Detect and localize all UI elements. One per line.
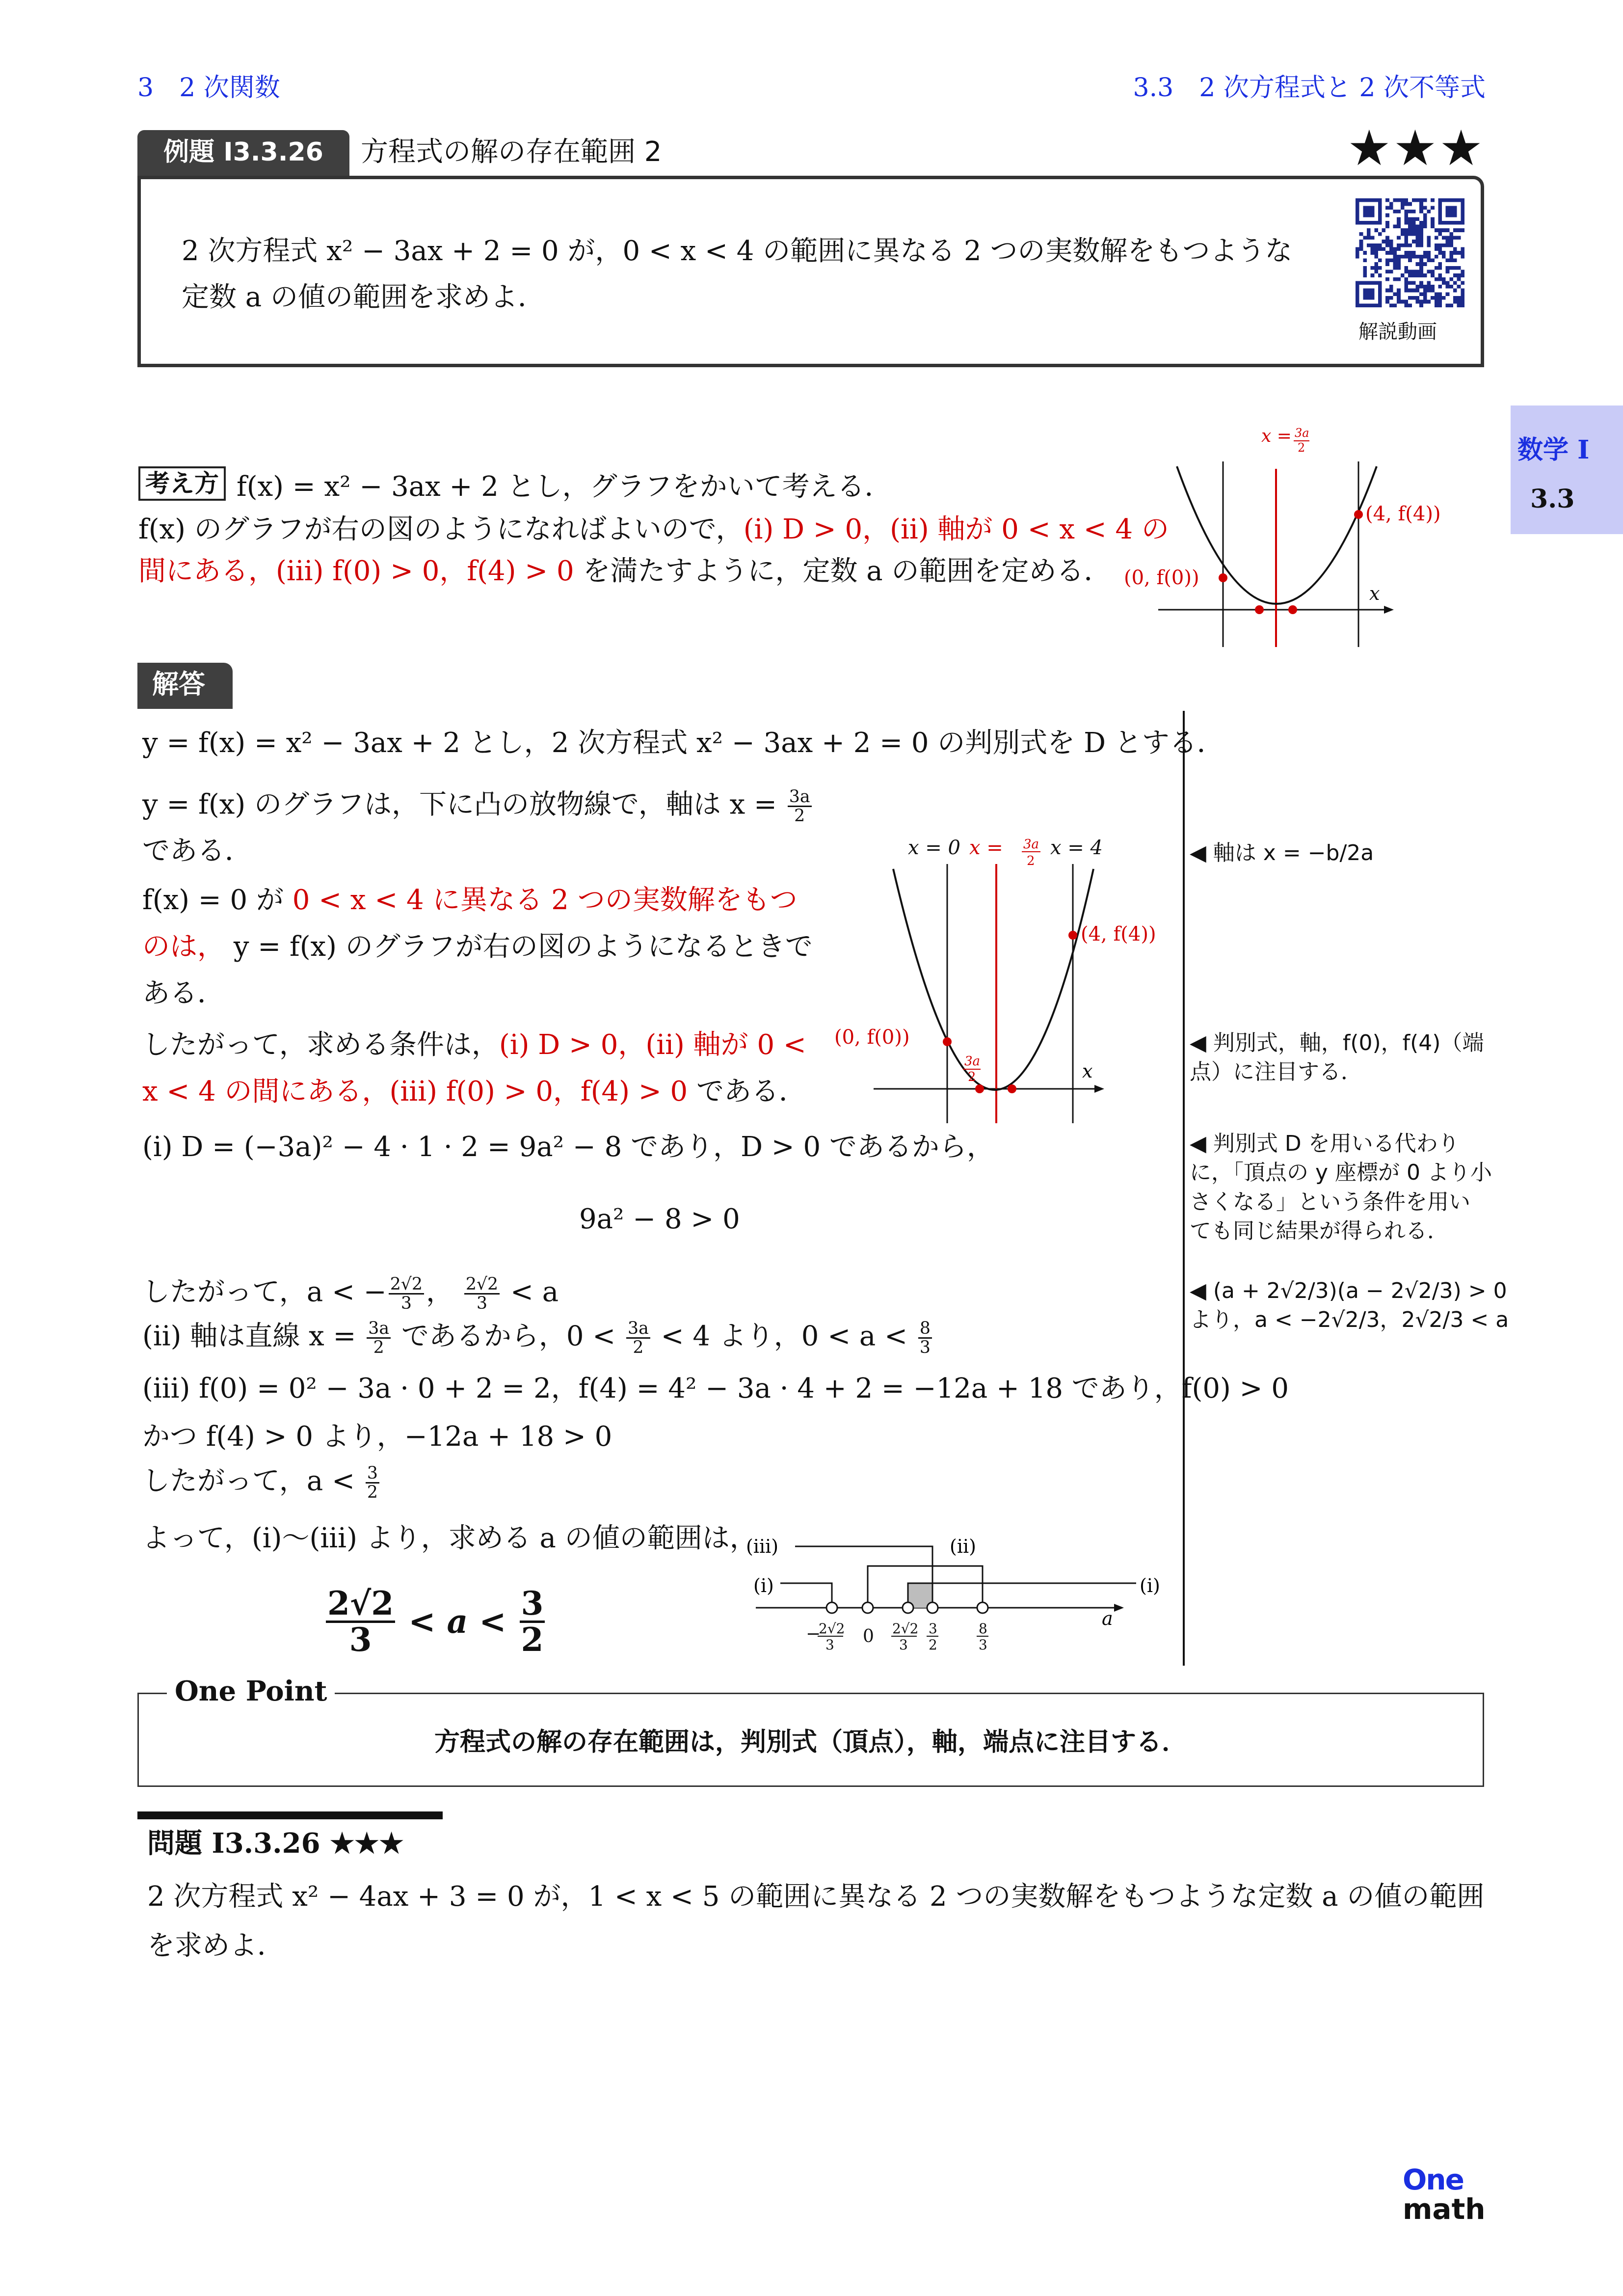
solution-line-3a: f(x) = 0 が 0 < x < 4 に異なる 2 つの実数解をもつ [142, 884, 798, 916]
solution-line-12: よって，(i)〜(iii) より，求める a の値の範囲は， [142, 1522, 757, 1554]
solution-label: 解答 [137, 663, 233, 709]
point-0 [862, 1602, 873, 1613]
approach-root-2 [1288, 605, 1297, 614]
approach-point-left-label: (0, f(0)) [1124, 567, 1199, 589]
approach-line-1: f(x) = x² − 3ax + 2 とし，グラフをかいて考える． [237, 471, 892, 503]
approach-point-f0 [1219, 573, 1227, 582]
approach-line-2: f(x) のグラフが右の図のようになればよいので，(i) D > 0，(ii) 軸が 0 < x < 4 の [138, 513, 1169, 545]
svg-text:2: 2 [1027, 854, 1035, 868]
tick-neg-2r2-num: 2√2 [819, 1621, 845, 1637]
label-i-left: (i) [753, 1575, 774, 1596]
exercise-label: 問題 I3.3.26 ★★★ [147, 1827, 404, 1860]
approach-axis-label-x: x = [1261, 426, 1292, 446]
tick-3-2-num: 3 [929, 1621, 937, 1637]
number-line [736, 1519, 1178, 1667]
approach-line-3: 間にある，(iii) f(0) > 0，f(4) > 0 を満たすように，定数 a の範囲を定める． [138, 555, 1112, 587]
tick-8-3-den: 3 [979, 1637, 987, 1653]
graph-label-x0: x = 0 [908, 837, 960, 859]
logo-top: One [1403, 2163, 1463, 2196]
example-title: 方程式の解の存在範囲 2 [361, 136, 662, 168]
point-2r2-3 [903, 1602, 913, 1613]
qr-code-icon[interactable] [1356, 198, 1464, 307]
solution-line-2b: である． [142, 835, 252, 867]
tick-neg-sign: − [806, 1624, 821, 1644]
graph-root-2 [1008, 1084, 1016, 1093]
point-3-2 [927, 1602, 938, 1613]
solution-line-10: かつ f(4) > 0 より，−12a + 18 > 0 [142, 1421, 612, 1453]
graph-parabola [893, 869, 1093, 1090]
chapter-header: 3 2 次関数 [137, 73, 280, 103]
approach-graph [1109, 422, 1441, 648]
margin-note-4: ◀ (a + 2√2/3)(a − 2√2/3) > 0 より，a < −2√2/3，2√2/3 < a [1190, 1278, 1509, 1333]
margin-divider [1183, 711, 1185, 1666]
solution-line-3b: のは， y = f(x) のグラフが右の図のようになるときで [142, 931, 813, 963]
solution-line-9: (iii) f(0) = 0² − 3a · 0 + 2 = 2，f(4) = 4² − 3a · 4 + 2 = −12a + 18 であり，f(0) > 0 [142, 1373, 1289, 1405]
example-label: 例題 I3.3.26 [137, 130, 349, 177]
solution-line-4b: x < 4 の間にある，(iii) f(0) > 0，f(4) > 0 である． [142, 1076, 806, 1107]
solution-line-1: y = f(x) = x² − 3ax + 2 とし，2 次方程式 x² − 3ax + 2 = 0 の判別式を D とする． [142, 727, 1224, 759]
logo-bottom: math [1403, 2192, 1486, 2226]
exercise-line-2: を求めよ． [147, 1930, 285, 1962]
tick-0: 0 [863, 1626, 874, 1647]
solution-line-2: y = f(x) のグラフは，下に凸の放物線で，軸は x = $\frac{3a}{2}$ [142, 788, 814, 825]
onemath-logo [1403, 2165, 1486, 2224]
solution-line-8: (ii) 軸は直線 x = $\frac{3a}{2}$ であるから，0 < $\frac{3a}{2}$ < 4 より，0 < a < $\frac{8}{3}$ [142, 1320, 934, 1357]
solution-line-5: (i) D = (−3a)² − 4 · 1 · 2 = 9a² − 8 であり，D > 0 であるから， [142, 1131, 994, 1163]
margin-note-2: ◀ 判別式，軸，f(0)，f(4)（端 点）に注目する． [1190, 1030, 1484, 1085]
section-header: 3.3 2 次方程式と 2 次不等式 [1133, 73, 1486, 103]
label-iii: (iii) [746, 1536, 779, 1557]
point-8-3 [977, 1602, 988, 1613]
solution-line-11: したがって，a < $\frac{3}{2}$ [142, 1464, 381, 1502]
exercise-line-1: 2 次方程式 x² − 4ax + 3 = 0 が，1 < x < 5 の範囲に異なる 2 つの実数解をもつような定数 a の値の範囲 [147, 1881, 1485, 1913]
graph-vertex-den: 2 [968, 1070, 976, 1084]
problem-line-1: 2 次方程式 x² − 3ax + 2 = 0 が，0 < x < 4 の範囲に異なる 2 つの実数解をもつような [182, 235, 1293, 267]
graph-root-1 [975, 1084, 984, 1093]
graph-x-label: x [1082, 1060, 1093, 1082]
approach-point-f4 [1354, 510, 1363, 519]
number-line-axis-label: a [1102, 1608, 1113, 1629]
graph-point-left-label: (0, f(0)) [834, 1026, 910, 1049]
tick-3-2-den: 2 [929, 1637, 937, 1653]
graph-point-f0 [943, 1037, 952, 1046]
approach-x-arrow [1384, 606, 1394, 614]
tick-neg-2r2-den: 3 [825, 1637, 834, 1653]
solution-line-4a: したがって，求める条件は，(i) D > 0，(ii) 軸が 0 < [142, 1029, 806, 1061]
exercise-rule [137, 1811, 443, 1819]
label-i-right: (i) [1140, 1575, 1160, 1596]
approach-point-right-label: (4, f(4)) [1365, 503, 1441, 525]
frac-3a-over-2: $\frac{3a}{2}$ [788, 788, 812, 825]
tick-2r2-num: 2√2 [892, 1621, 919, 1637]
margin-note-1: ◀ 軸は x = −b/2a [1190, 840, 1374, 865]
tick-2r2-den: 3 [899, 1637, 908, 1653]
graph-point-right-label: (4, f(4)) [1081, 923, 1156, 945]
tick-8-3-num: 8 [979, 1621, 987, 1637]
graph-vertex-num: 3a [964, 1054, 981, 1069]
margin-note-3: ◀ 判別式 D を用いる代わり に，「頂点の y 座標が 0 より小 さくなる」という条件を用い ても同じ結果が得られる． [1190, 1131, 1492, 1244]
solution-graph [834, 830, 1156, 1124]
one-point-text: 方程式の解の存在範囲は，判別式（頂点），軸，端点に注目する． [434, 1728, 1187, 1757]
difficulty-stars: ★★★ [1347, 119, 1485, 177]
approach-axis-label-den: 2 [1298, 441, 1305, 455]
example-box [137, 176, 1484, 367]
side-tab [1511, 405, 1623, 534]
solution-line-6: 9a² − 8 > 0 [579, 1203, 740, 1235]
region-i-right [908, 1583, 1136, 1608]
graph-point-f4 [1068, 931, 1077, 940]
svg-text:3a: 3a [1023, 837, 1039, 852]
solution-line-7: したがって，a < − $\frac{2√2}{3}$ ， $\frac{2√2}{3}$ < a [142, 1274, 559, 1314]
one-point-label: One Point [167, 1675, 335, 1708]
region-i-left [780, 1583, 832, 1608]
side-tab-subject: 数学 I [1517, 435, 1590, 465]
point-neg-2r2-3 [826, 1602, 837, 1613]
side-tab-section: 3.3 [1530, 484, 1575, 514]
approach-root-1 [1255, 605, 1264, 614]
qr-caption: 解説動画 [1358, 321, 1437, 343]
approach-label: 考え方 [138, 466, 226, 501]
label-ii: (ii) [950, 1536, 976, 1557]
problem-line-2: 定数 a の値の範囲を求めよ． [182, 281, 545, 313]
graph-label-x4: x = 4 [1050, 837, 1103, 859]
graph-label-xmid: x = [969, 837, 1003, 859]
solution-line-3c: ある． [142, 977, 225, 1009]
approach-x-label: x [1369, 583, 1380, 604]
approach-axis-label-num: 3a [1295, 426, 1309, 440]
final-answer: $\frac{2√2}{3}$ < a < $\frac{3}{2}$ [324, 1587, 547, 1657]
